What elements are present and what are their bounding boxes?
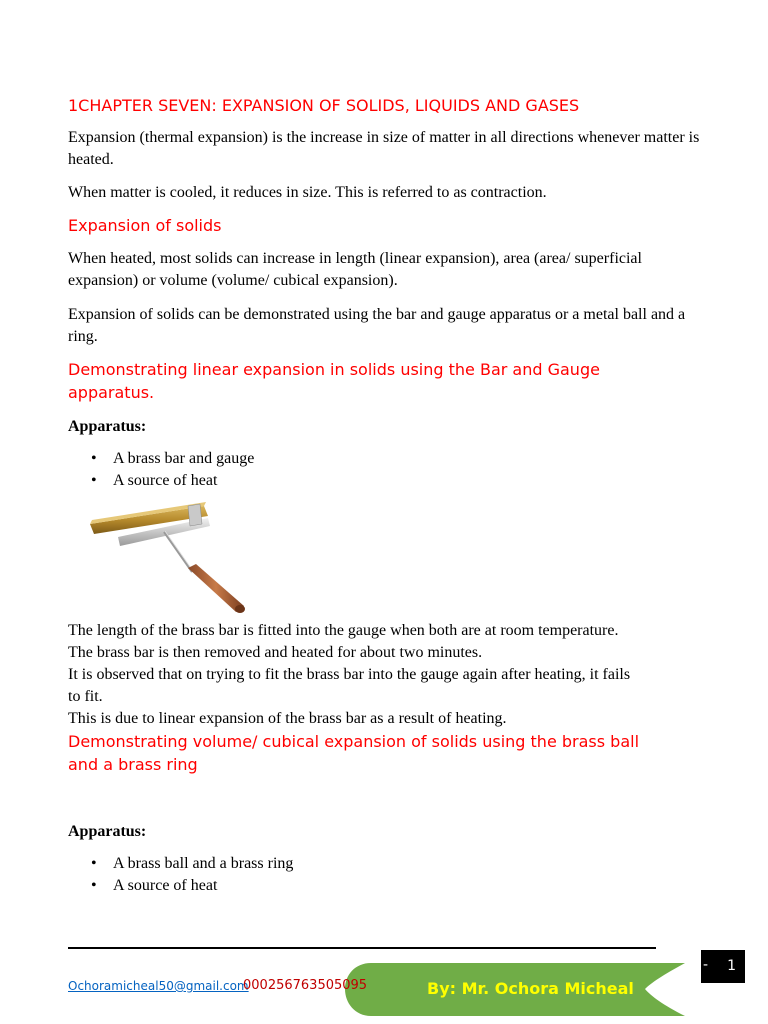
bar-and-gauge-image: [68, 494, 272, 614]
linear-heading-line-2: apparatus.: [68, 383, 155, 402]
explanation-line: to fit.: [68, 688, 103, 705]
page-dash: -: [703, 957, 709, 973]
linear-heading-line-1: Demonstrating linear expansion in solids using the Bar and Gauge: [68, 360, 600, 379]
intro-paragraph-2: When matter is cooled, it reduces in size. This is referred to as contraction.: [68, 184, 547, 201]
solids-heading: Expansion of solids: [68, 216, 222, 235]
footer-phone-number: 000256763505095: [243, 978, 368, 993]
chapter-title: 1CHAPTER SEVEN: EXPANSION OF SOLIDS, LIQUIDS AND GASES: [68, 96, 580, 115]
footer-divider: [68, 947, 656, 949]
solids-paragraph-2: Expansion of solids can be demonstrated using the bar and gauge apparatus or a metal ball and a ring.: [68, 306, 686, 345]
explanation-line: It is observed that on trying to fit the brass bar into the gauge again after heating, it fails: [68, 666, 631, 683]
list-item: • A source of heat: [68, 470, 254, 492]
page-number: 1: [727, 958, 736, 974]
footer-email-link[interactable]: Ochoramicheal50@gmail.com: [68, 979, 249, 993]
intro-paragraph-1: Expansion (thermal expansion) is the increase in size of matter in all directions whenever matter is heated.: [68, 129, 700, 168]
linear-explanation: [68, 620, 708, 730]
bullet-icon: •: [91, 877, 97, 894]
explanation-line: This is due to linear expansion of the brass bar as a result of heating.: [68, 710, 507, 727]
explanation-line: The brass bar is then removed and heated for about two minutes.: [68, 644, 483, 661]
list-item: • A brass bar and gauge: [68, 448, 254, 470]
volume-apparatus-label: Apparatus:: [68, 823, 147, 840]
volume-apparatus-list: [68, 853, 293, 897]
list-item: • A brass ball and a brass ring: [68, 853, 293, 875]
linear-heading: [68, 358, 600, 404]
volume-heading-line-1: Demonstrating volume/ cubical expansion of solids using the brass ball: [68, 732, 640, 751]
explanation-line: The length of the brass bar is fitted into the gauge when both are at room temperature.: [68, 622, 619, 639]
volume-heading: [68, 730, 639, 776]
author-credit: By: Mr. Ochora Micheal: [427, 979, 634, 998]
bullet-icon: •: [91, 472, 97, 489]
volume-heading-line-2: and a brass ring: [68, 755, 198, 774]
page-number-box: [701, 950, 745, 983]
bullet-icon: •: [91, 855, 97, 872]
linear-apparatus-list: [68, 448, 254, 492]
solids-paragraph-1: When heated, most solids can increase in length (linear expansion), area (area/ superficial expansion) or volume (volume/ cubical expansion).: [68, 250, 642, 289]
bullet-icon: •: [91, 450, 97, 467]
list-item: • A source of heat: [68, 875, 293, 897]
linear-apparatus-label: Apparatus:: [68, 418, 147, 435]
